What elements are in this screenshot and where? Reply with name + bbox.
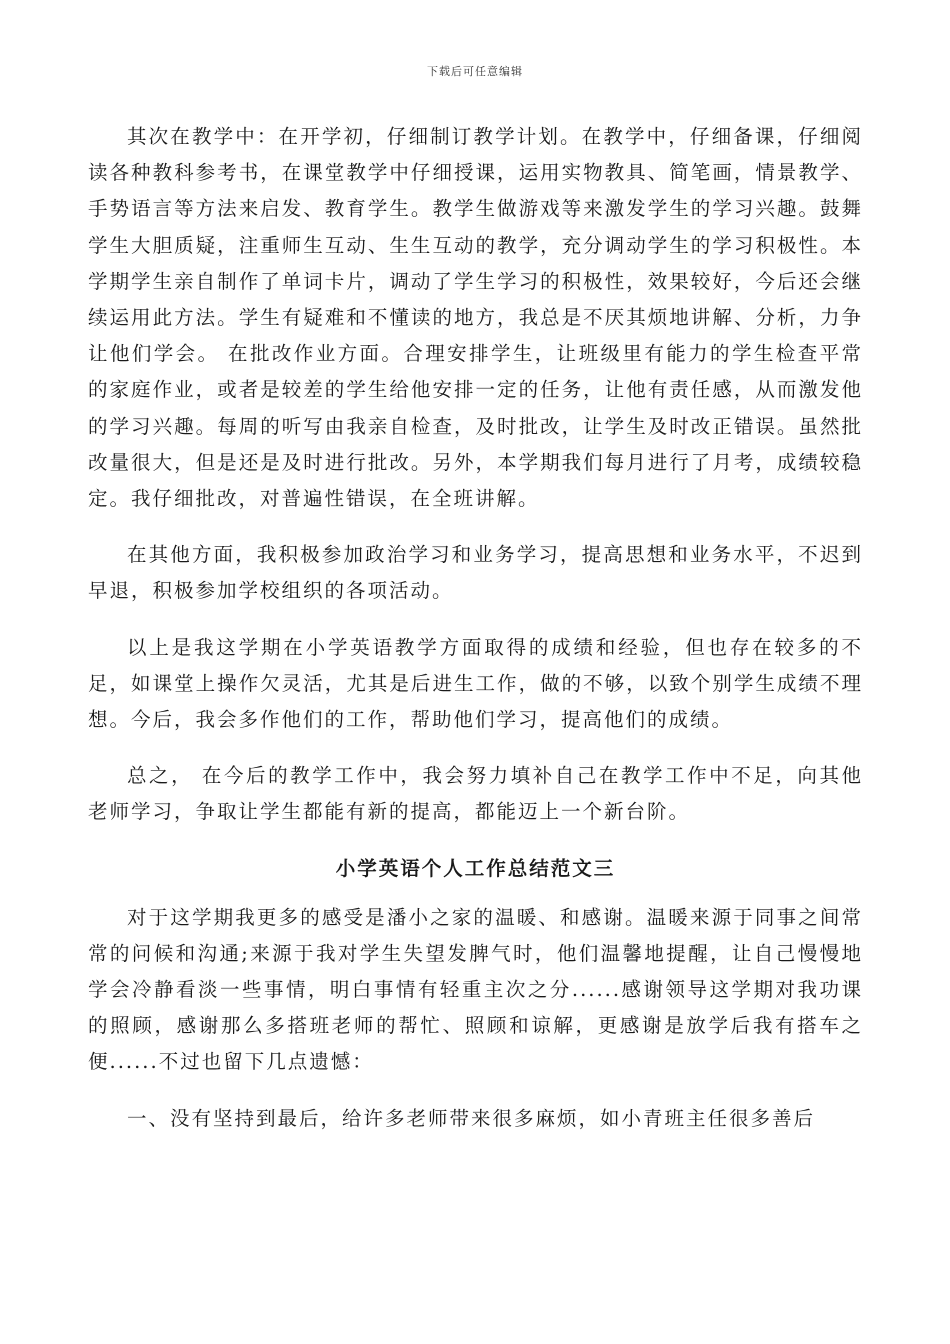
paragraph-teaching: 其次在教学中：在开学初，仔细制订教学计划。在教学中，仔细备课，仔细阅读各种教科参考书，在课堂教学中仔细授课，运用实物教具、简笔画，情景教学、手势语言等方法来启发、教育学生。教学生做游戏等来激发学生的学习兴趣。鼓舞学生大胆质疑，注重师生互动、生生互动的教学，充分调动学生的学习积极性。本学期学生亲自制作了单词卡片，调动了学生学习的积极性，效果较好，今后还会继续运用此方法。学生有疑难和不懂读的地方，我总是不厌其烦地讲解、分析，力争让他们学会。 在批改作业方面。合理安排学生，让班级里有能力的学生检查平常的家庭作业，或者是较差的学生给他安排一定的任务，让他有责任感，从而激发他的学习兴趣。每周的听写由我亲自检查，及时批改，让学生及时改正错误。虽然批改量很大，但是还是及时进行批改。另外，本学期我们每月进行了月考，成绩较稳定。我仔细批改，对普遍性错误，在全班讲解。 [88,125,863,511]
header-note: 下载后可任意编辑 [427,65,523,78]
paragraph-feelings: 对于这学期我更多的感受是潘小之家的温暖、和感谢。温暖来源于同事之间常常的问候和沟通;来源于我对学生失望发脾气时，他们温馨地提醒，让自己慢慢地学会冷静看淡一些事情，明白事情有轻重主次之分......感谢领导这学期对我功课的照顾，感谢那么多搭班老师的帮忙、照顾和谅解，更感谢是放学后我有搭车之便......不过也留下几点遗憾： [88,905,863,1074]
section-heading: 小学英语个人工作总结范文三 [335,856,616,880]
paragraph-other-aspects: 在其他方面，我积极参加政治学习和业务学习，提高思想和业务水平，不迟到早退，积极参加学校组织的各项活动。 [88,543,863,603]
paragraph-achievements: 以上是我这学期在小学英语教学方面取得的成绩和经验，但也存在较多的不足，如课堂上操作欠灵活，尤其是后进生工作，做的不够，以致个别学生成绩不理想。今后，我会多作他们的工作，帮助他们学习，提高他们的成绩。 [88,635,863,732]
document-body [88,119,863,1137]
paragraph-conclusion: 总之， 在今后的教学工作中，我会努力填补自己在教学工作中不足，向其他老师学习，争取让学生都能有新的提高，都能迈上一个新台阶。 [88,764,863,824]
paragraph-regret-one: 一、没有坚持到最后，给许多老师带来很多麻烦，如小青班主任很多善后 [127,1106,816,1130]
